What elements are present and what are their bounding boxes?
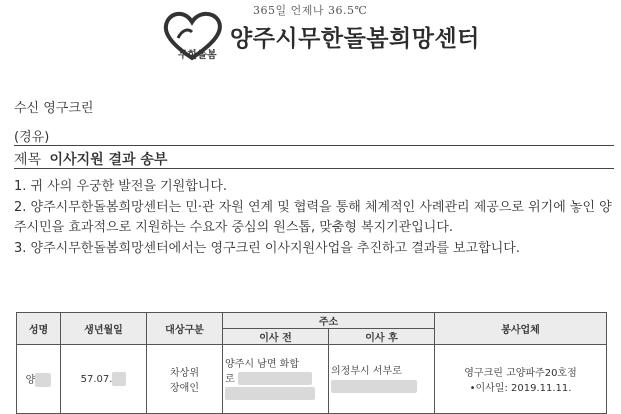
via-line: (경유) [14, 130, 50, 145]
letter-body [14, 177, 612, 259]
support-table [16, 312, 607, 414]
header-birth: 생년월일 [61, 313, 147, 345]
logo-tagline: 365일 언제나 36.5℃ [253, 4, 368, 17]
paragraph-3: 3. 양주시무한돌봄희망센터에서는 영구크린 이사지원사업을 추진하고 결과를 보고합니다. [14, 240, 520, 256]
subject-label: 제목 [14, 152, 42, 168]
paragraph-1: 1. 귀 사의 우궁한 발전을 기원합니다. [14, 179, 228, 194]
cell-category: 차상위 장애인 [147, 345, 223, 414]
redaction [35, 373, 51, 387]
paragraph-2: 2. 양주시무한돌봄희망센터는 민·관 자원 연계 및 협력을 통해 체계적인 사례관리 제공으로 위기에 놓인 양주시민을 효과적으로 지원하는 수요자 중심의 원스톱, 맞춤형 복지기관입니다. [14, 199, 612, 235]
logo-subtitle: 무한돌봄 [178, 50, 217, 61]
cell-after: 의정부시 서부로 [329, 345, 435, 414]
cell-before: 양주시 남면 화합 로 [223, 345, 329, 414]
header-name: 성명 [17, 313, 61, 345]
header-before: 이사 전 [223, 329, 329, 345]
subject-rule [14, 168, 614, 169]
cell-company: 영구크린 고양파주20호점 •이사일: 2019.11.11. [435, 345, 607, 414]
header-address: 주소 [223, 313, 435, 329]
redaction [331, 380, 417, 393]
header-category: 대상구분 [147, 313, 223, 345]
redaction [112, 372, 126, 386]
table-row [17, 345, 607, 414]
cell-name: 양 [17, 345, 61, 414]
subject-line [14, 149, 167, 169]
organization-name: 양주시무한돌봄희망센터 [230, 26, 480, 52]
header-company: 봉사업체 [435, 313, 607, 345]
top-rule [14, 145, 614, 146]
redaction [225, 387, 315, 400]
header-after: 이사 후 [329, 329, 435, 345]
subject-title: 이사지원 결과 송부 [49, 152, 168, 168]
cell-birth: 57.07. [61, 345, 147, 414]
recipient: 수신 영구크린 [14, 101, 94, 116]
redaction [238, 372, 312, 385]
